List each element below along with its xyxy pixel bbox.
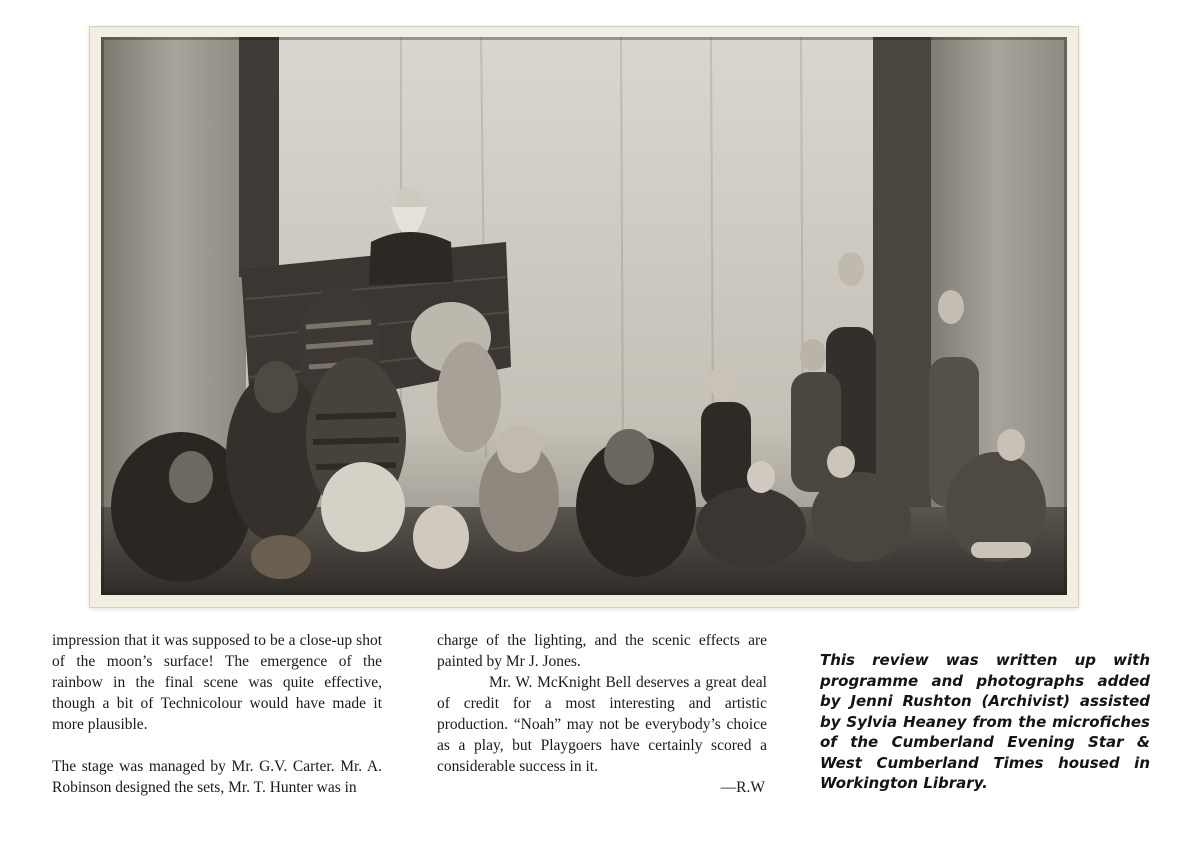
review-signature: —R.W	[720, 779, 765, 796]
archivist-note: This review was written up with programme and photographs added by Jenni Rushton (Archivist) assisted by Sylvia Heaney from the microfiches of the Cumberland Evening Star & West Cumberland Times housed in Workington Library.	[820, 651, 1150, 792]
paragraph-gap	[52, 735, 382, 756]
review-column-left	[52, 630, 382, 798]
review-paragraph: The stage was managed by Mr. G.V. Carter. Mr. A. Robinson designed the sets, Mr. T. Hunter was in	[52, 758, 382, 796]
review-paragraph: Mr. W. McKnight Bell deserves a great deal of credit for a most interesting and artistic production. “Noah” may not be everybody’s choice as a play, but Playgoers have certainly scored a considerable success in it.	[437, 674, 767, 775]
stage-photograph	[101, 37, 1067, 595]
review-column-middle	[437, 630, 767, 798]
review-paragraph: charge of the lighting, and the scenic effects are painted by Mr J. Jones.	[437, 632, 767, 670]
review-paragraph: impression that it was supposed to be a close-up shot of the moon’s surface! The emergence of the rainbow in the final scene was quite effective, though a bit of Technicolour would have made it more plausible.	[52, 632, 382, 733]
archival-photograph-icon	[101, 37, 1067, 595]
photo-frame	[90, 27, 1078, 607]
